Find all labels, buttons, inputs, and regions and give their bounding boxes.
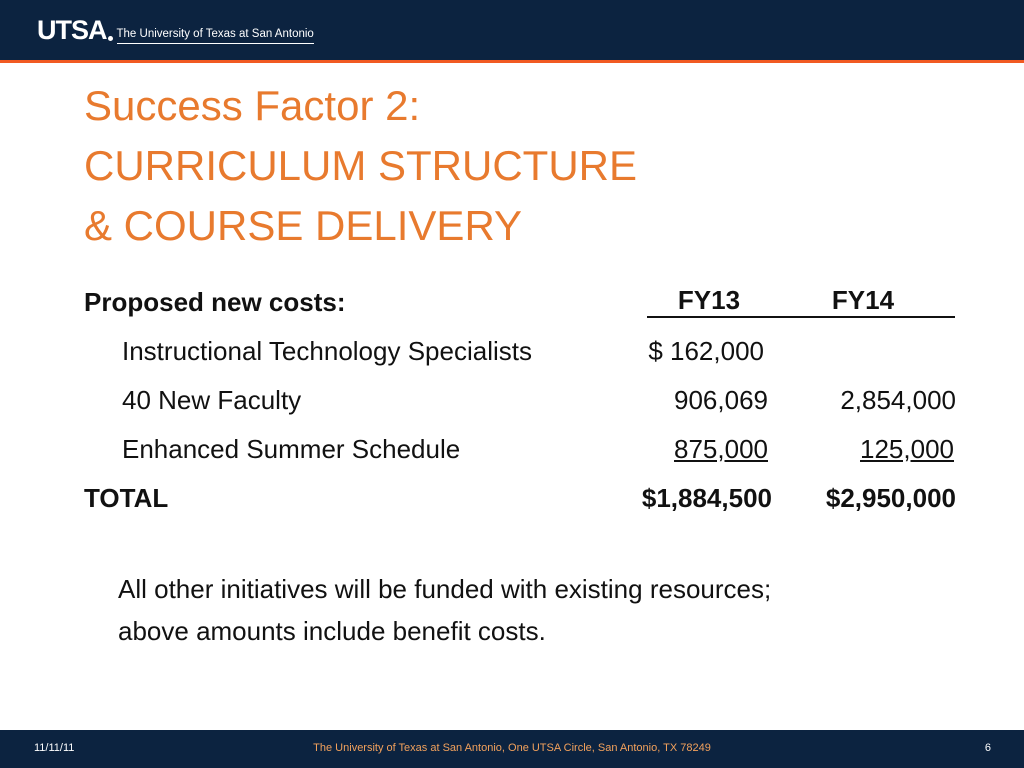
row-fy13-value: 875,000 (674, 434, 768, 464)
column-header-fy13: FY13 (647, 284, 771, 318)
slide-title (84, 76, 964, 256)
slide-header (0, 0, 1024, 60)
note-line-1: All other initiatives will be funded with existing resources; (118, 574, 772, 604)
cost-table (84, 278, 964, 523)
page-number: 6 (984, 742, 991, 754)
costs-heading: Proposed new costs: (84, 287, 346, 317)
title-line-3: & COURSE DELIVERY (84, 202, 523, 249)
cost-table-header-row (84, 278, 964, 327)
table-row (84, 327, 964, 376)
row-fy13-value: $ 162,000 (648, 336, 764, 366)
note-line-2: above amounts include benefit costs. (118, 616, 546, 646)
header-divider (0, 60, 1024, 63)
table-row (84, 376, 964, 425)
title-line-1: Success Factor 2: (84, 82, 421, 129)
utsa-logo (37, 14, 314, 44)
total-fy13-value: $1,884,500 (641, 483, 772, 513)
row-fy14-value: 2,854,000 (840, 385, 956, 415)
title-line-2: CURRICULUM STRUCTURE (84, 142, 637, 189)
total-label: TOTAL (84, 483, 169, 513)
total-row (84, 474, 964, 523)
row-label: Instructional Technology Specialists (122, 336, 532, 366)
footer-date: 11/11/11 (34, 742, 75, 754)
table-row (84, 425, 964, 474)
footer-address: The University of Texas at San Antonio, One UTSA Circle, San Antonio, TX 78249 (313, 742, 711, 754)
total-fy14-value: $2,950,000 (825, 483, 956, 513)
row-label: Enhanced Summer Schedule (122, 434, 461, 464)
column-header-fy14: FY14 (771, 284, 955, 318)
row-fy14-value: 125,000 (860, 434, 954, 464)
logo-dot-icon (108, 36, 113, 41)
row-label: 40 New Faculty (122, 385, 302, 415)
funding-note (118, 568, 978, 652)
logo-mark: UTSA (37, 15, 107, 45)
slide-footer (0, 730, 1024, 768)
row-fy13-value: 906,069 (674, 385, 768, 415)
logo-text: The University of Texas at San Antonio (117, 27, 314, 44)
